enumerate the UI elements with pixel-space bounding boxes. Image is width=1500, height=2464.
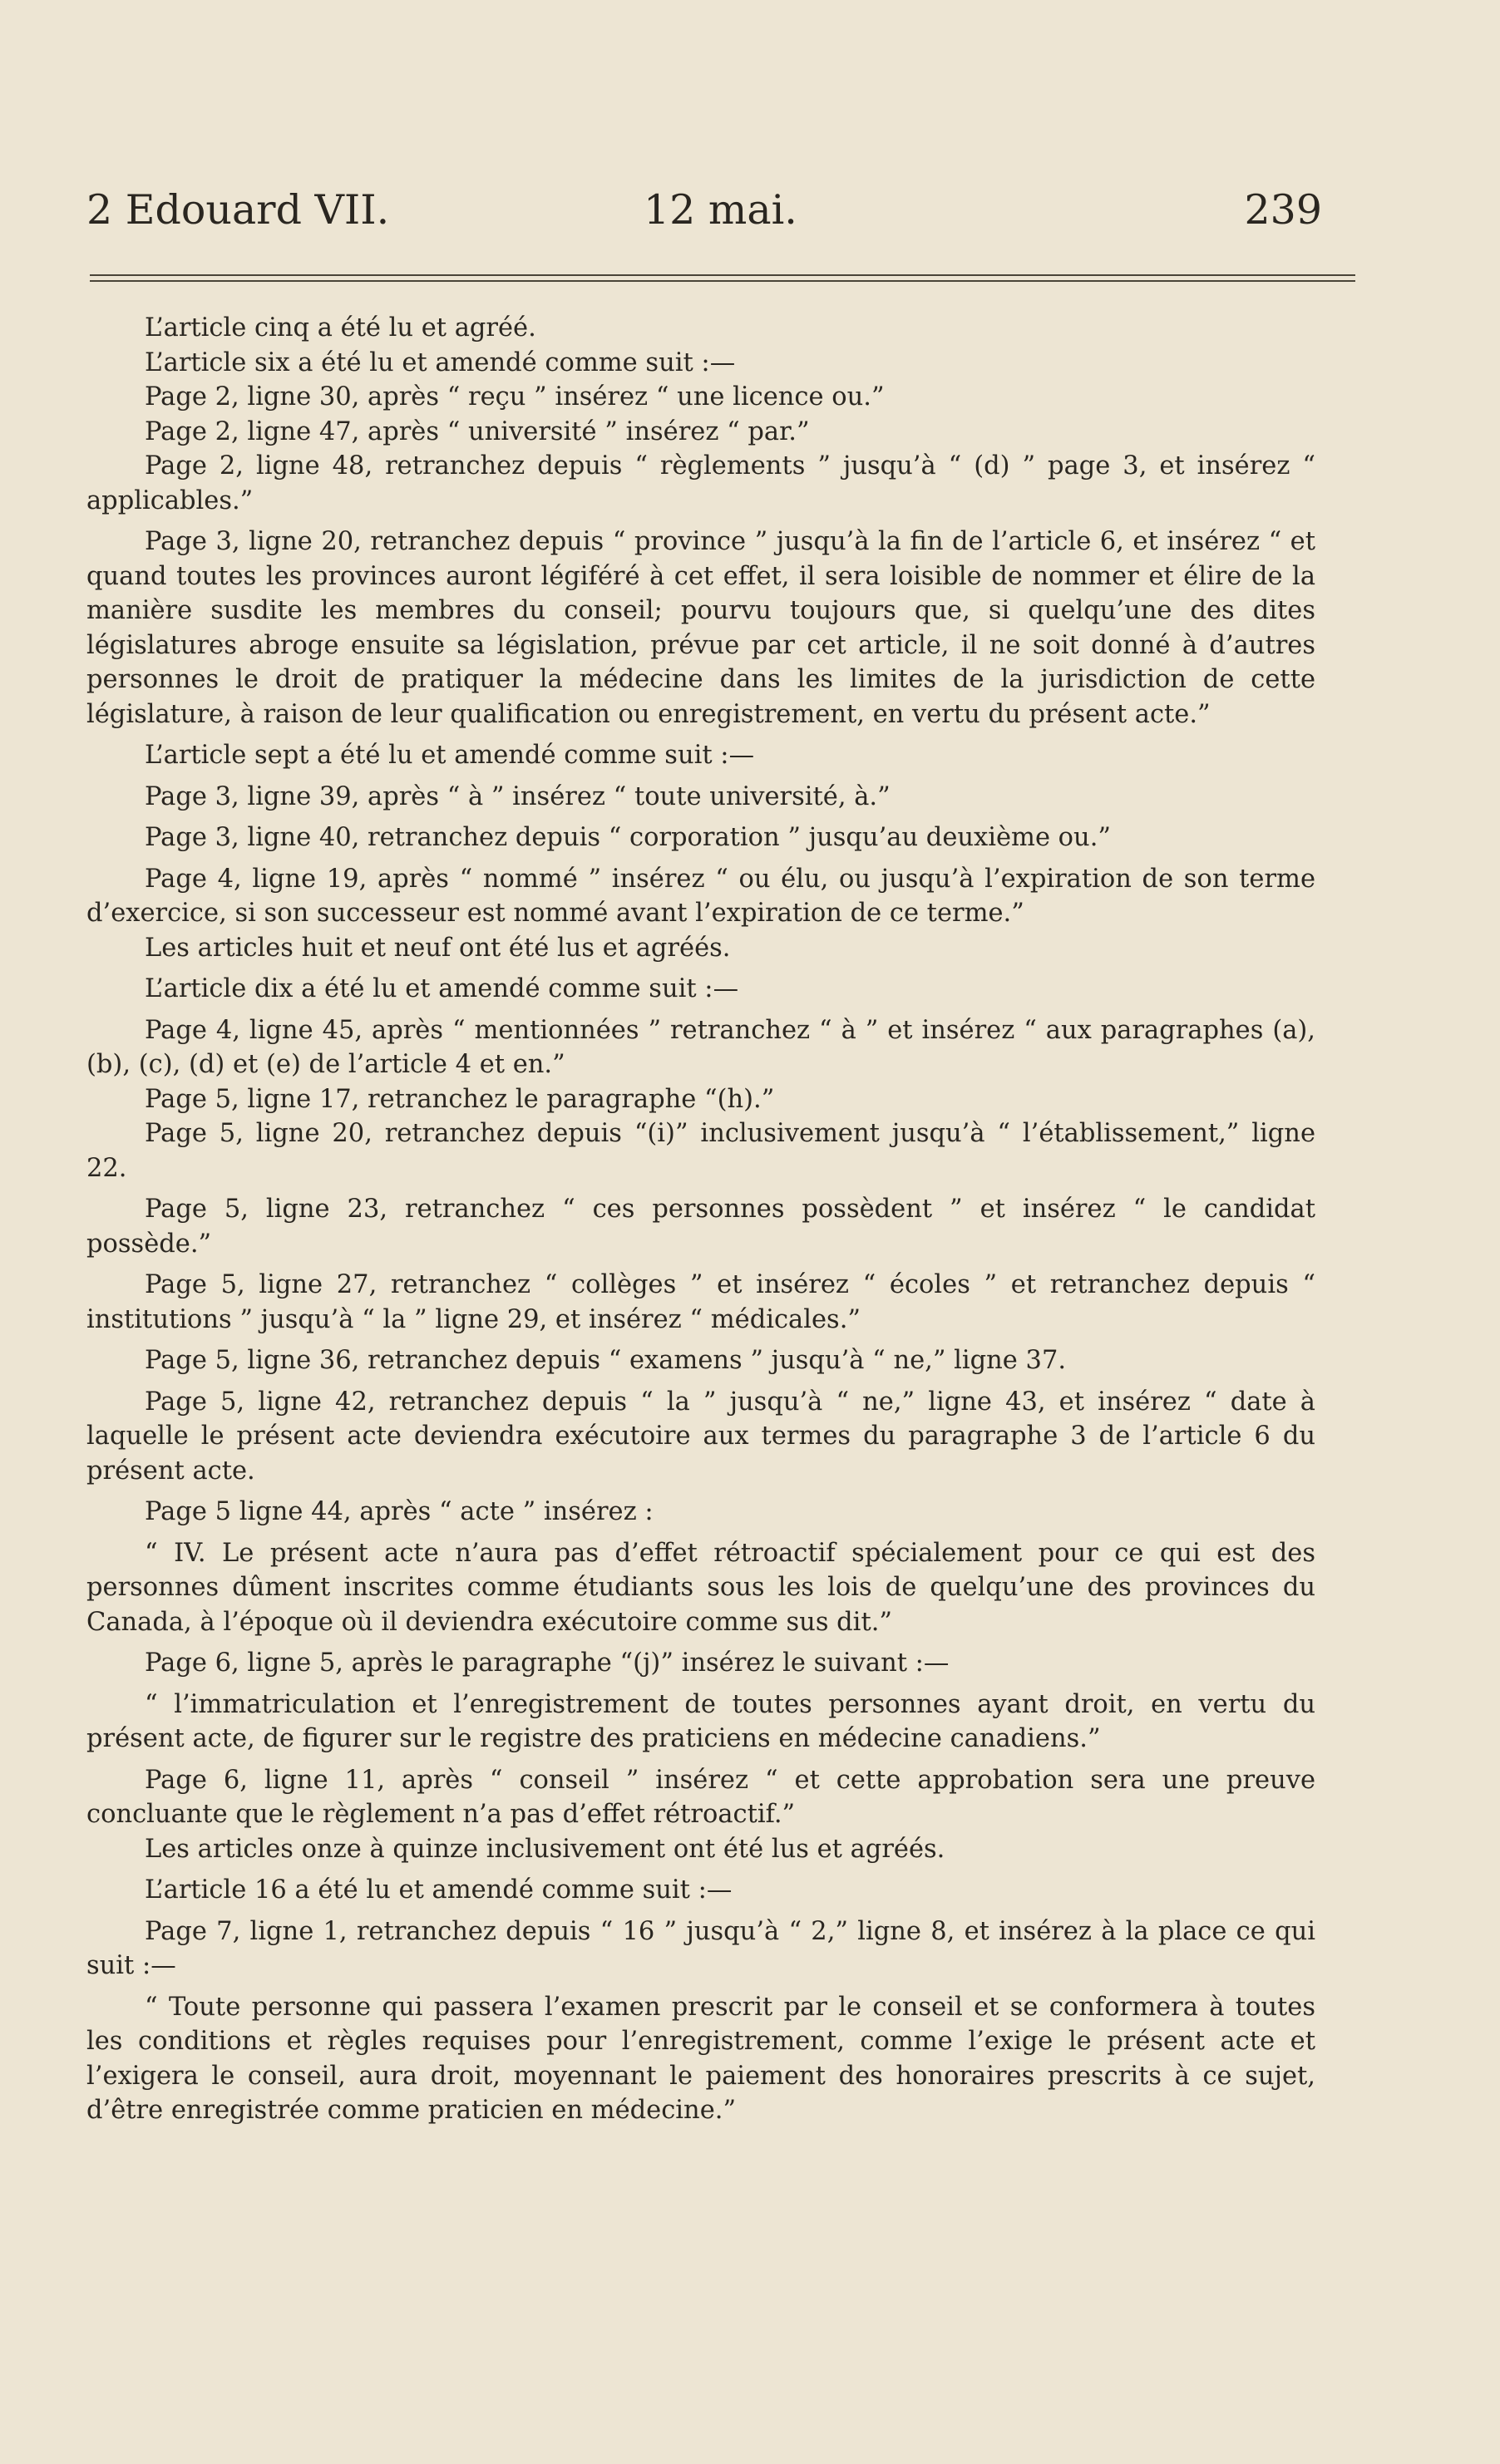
paragraph: Les articles huit et neuf ont été lus et agréés. — [145, 933, 731, 963]
paragraph: Page 5, ligne 23, retranchez “ ces personnes possèdent ” et insérez “ le candidat possède.” — [86, 1195, 1315, 1259]
paragraph: “ Toute personne qui passera l’examen prescrit par le conseil et se conformera à toutes les conditions et règles requises pour l’enregistrement, comme l’exige le présent acte et l’exigera le conseil, aura droit, moyennant le paiement des honoraires prescrits à ce sujet, d’être enregistrée comme praticien en médecine.” — [86, 1992, 1315, 2125]
page-number: 239 — [1244, 186, 1322, 234]
paragraph: Page 5, ligne 36, retranchez depuis “ examens ” jusqu’à “ ne,” ligne 37. — [145, 1346, 1067, 1375]
running-head-date: 12 mai. — [644, 186, 797, 234]
paragraph: Les articles onze à quinze inclusivement ont été lus et agréés. — [145, 1834, 945, 1864]
paragraph: Page 5 ligne 44, après “ acte ” insérez : — [145, 1497, 654, 1526]
paragraph: L’article 16 a été lu et amendé comme suit :— — [145, 1875, 733, 1905]
paragraph: Page 5, ligne 42, retranchez depuis “ la ” jusqu’à “ ne,” ligne 43, et insérez “ date à laquelle le présent acte deviendra exécutoire aux termes du paragraphe 3 de l’article 6 du présent acte. — [86, 1387, 1315, 1486]
paragraph: Page 4, ligne 19, après “ nommé ” insérez “ ou élu, ou jusqu’à l’expiration de son terme d’exercice, si son successeur est nommé avant l’expiration de ce terme.” — [86, 864, 1315, 928]
paragraph: L’article six a été lu et amendé comme suit :— — [145, 347, 736, 377]
paragraph: Page 2, ligne 47, après “ université ” insérez “ par.” — [145, 416, 810, 446]
page-header — [86, 181, 1322, 239]
paragraph: Page 3, ligne 40, retranchez depuis “ corporation ” jusqu’au deuxième ou.” — [145, 823, 1111, 852]
paragraph: Page 2, ligne 30, après “ reçu ” insérez “ une licence ou.” — [145, 382, 885, 411]
paragraph: Page 2, ligne 48, retranchez depuis “ règlements ” jusqu’à “ (d) ” page 3, et insérez “ applicables.” — [86, 451, 1315, 515]
paragraph: “ l’immatriculation et l’enregistrement de toutes personnes ayant droit, en vertu du présent acte, de figurer sur le registre des praticiens en médecine canadiens.” — [86, 1689, 1315, 1753]
paragraph: Page 3, ligne 20, retranchez depuis “ province ” jusqu’à la fin de l’article 6, et insérez “ et quand toutes les provinces auront légiféré à cet effet, il sera loisible de nommer et élire de la manière susdite les membres du conseil; pourvu toujours que, si quelqu’une des dites législatures abroge ensuite sa législation, prévue par cet article, il ne soit donné à d’autres personnes le droit de pratiquer la médecine dans les limites de la jurisdiction de cette législature, à raison de leur qualification ou enregistrement, en vertu du présent acte.” — [86, 527, 1315, 729]
paragraph: Page 3, ligne 39, après “ à ” insérez “ toute université, à.” — [145, 781, 891, 811]
header-double-rule — [90, 274, 1355, 282]
paragraph: L’article dix a été lu et amendé comme suit :— — [145, 974, 739, 1003]
paragraph: L’article sept a été lu et amendé comme suit :— — [145, 741, 755, 770]
paragraph: Page 5, ligne 17, retranchez le paragraphe “(h).” — [145, 1084, 775, 1114]
paragraph: L’article cinq a été lu et agréé. — [145, 313, 536, 342]
paragraph: Page 5, ligne 27, retranchez “ collèges ” et insérez “ écoles ” et retranchez depuis “ institutions ” jusqu’à “ la ” ligne 29, et insérez “ médicales.” — [86, 1270, 1315, 1334]
paragraph: Page 7, ligne 1, retranchez depuis “ 16 ” jusqu’à “ 2,” ligne 8, et insérez à la place ce qui suit :— — [86, 1916, 1315, 1980]
paragraph: Page 6, ligne 5, après le paragraphe “(j)” insérez le suivant :— — [145, 1648, 950, 1678]
paragraph: Page 6, ligne 11, après “ conseil ” insérez “ et cette approbation sera une preuve concluante que le règlement n’a pas d’effet rétroactif.” — [86, 1765, 1315, 1829]
paragraph: Page 5, ligne 20, retranchez depuis “(i)” inclusivement jusqu’à “ l’établissement,” ligne 22. — [86, 1119, 1315, 1183]
running-head-session: 2 Edouard VII. — [86, 186, 390, 234]
journal-body — [86, 311, 1315, 2128]
paragraph: “ IV. Le présent acte n’aura pas d’effet rétroactif spécialement pour ce qui est des personnes dûment inscrites comme étudiants sous les lois de quelqu’une des provinces du Canada, à l’époque où il deviendra exécutoire comme sus dit.” — [86, 1538, 1315, 1637]
paragraph: Page 4, ligne 45, après “ mentionnées ” retranchez “ à ” et insérez “ aux paragraphes (a), (b), (c), (d) et (e) de l’article 4 et en.” — [86, 1015, 1315, 1079]
